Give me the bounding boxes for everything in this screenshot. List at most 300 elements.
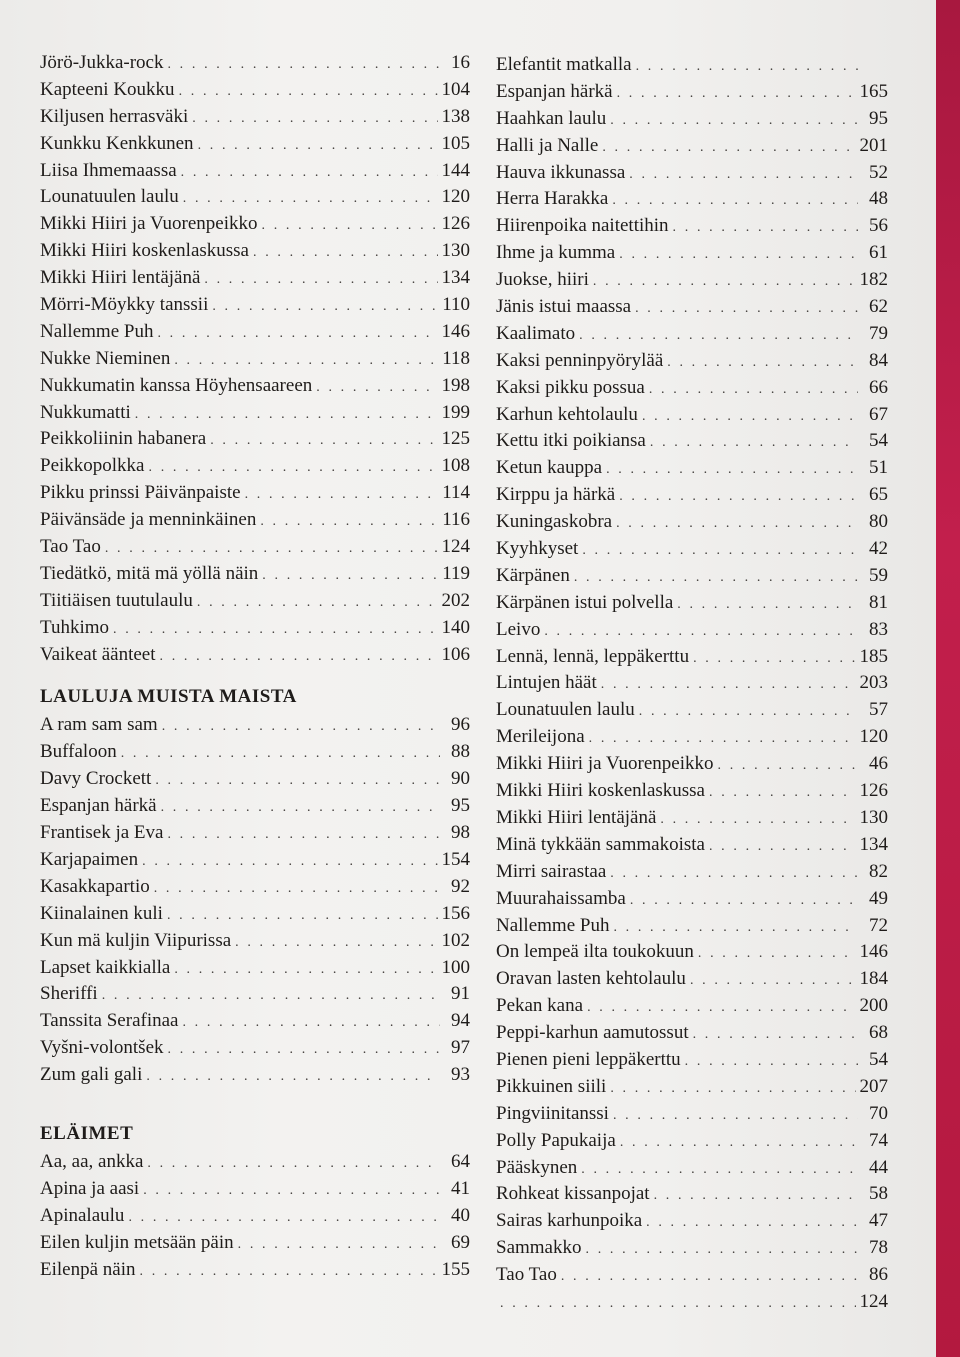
toc-entry-page-number: 64 (451, 1150, 470, 1172)
toc-dot-leader (619, 242, 858, 267)
toc-entry-page-number: 134 (859, 833, 888, 855)
toc-entry-title: Sammakko (496, 1237, 582, 1259)
toc-entry-page-number: 130 (859, 806, 888, 828)
toc-dot-leader (197, 590, 438, 615)
toc-entry-page-number: 124 (859, 1290, 888, 1312)
toc-entry-title: Tao Tao (40, 536, 101, 558)
toc-entry-page-number: 54 (869, 1048, 888, 1070)
toc-entry (496, 213, 888, 240)
toc-dot-leader (210, 428, 437, 453)
toc-entry (496, 1262, 888, 1289)
toc-entry-page-number: 114 (442, 482, 470, 504)
book-cover-edge (936, 0, 960, 1357)
toc-entry (496, 1235, 888, 1262)
toc-dot-leader (601, 672, 856, 697)
toc-entry (496, 482, 888, 509)
toc-dot-leader (646, 1210, 858, 1235)
toc-entry (40, 480, 470, 507)
toc-dot-leader (617, 81, 856, 106)
toc-entry (40, 793, 470, 820)
toc-dot-leader (182, 1010, 440, 1035)
toc-entry-title: Nukkumatti (40, 401, 131, 423)
section-heading-elaimet: ELÄIMET (40, 1122, 134, 1144)
toc-entry-page-number: 126 (441, 213, 470, 235)
toc-entry-title: Kun mä kuljin Viipurissa (40, 929, 232, 951)
toc-entry-page-number: 198 (441, 374, 470, 396)
toc-entry (496, 52, 888, 79)
toc-entry-title: Muurahaissamba (496, 887, 626, 909)
toc-entry (496, 886, 888, 913)
toc-group-lauluja-muista-maista (40, 712, 470, 1088)
toc-entry-page-number: 100 (441, 956, 470, 978)
toc-entry (40, 50, 470, 77)
toc-entry-title: Lounatuulen laulu (40, 186, 179, 208)
toc-entry-title: Apinalaulu (40, 1204, 125, 1226)
toc-entry-page-number: 105 (441, 132, 470, 154)
toc-entry-title: Jörö-Jukka-rock (40, 52, 164, 73)
toc-entry-page-number: 44 (869, 1156, 888, 1178)
toc-entry-title: Tiedätkö, mitä mä yöllä näin (40, 562, 259, 584)
toc-entry-page-number: 72 (869, 914, 888, 936)
toc-entry-title: Kaksi pikku possua (496, 376, 645, 398)
toc-dot-leader (698, 941, 856, 966)
toc-entry-page-number: 95 (869, 107, 888, 129)
toc-dot-leader (316, 375, 437, 400)
toc-entry (496, 79, 888, 106)
toc-entry-page-number: 199 (441, 401, 470, 423)
toc-dot-leader (147, 1151, 440, 1176)
toc-group-disney-and-fairytale (40, 50, 470, 668)
toc-entry (496, 1101, 888, 1128)
toc-dot-leader (690, 968, 856, 993)
toc-entry-title: Jänis istui maassa (496, 296, 632, 318)
toc-entry (40, 955, 470, 982)
toc-entry-page-number: 81 (869, 591, 888, 613)
toc-entry (496, 1047, 888, 1074)
toc-entry (496, 402, 888, 429)
toc-entry (496, 590, 888, 617)
toc-entry (40, 1176, 470, 1203)
toc-dot-leader (654, 1183, 858, 1208)
toc-entry (496, 428, 888, 455)
toc-entry-page-number: 61 (869, 242, 888, 264)
toc-entry-page-number: 140 (441, 616, 470, 638)
toc-entry-page-number: 68 (869, 1022, 888, 1044)
toc-entry-page-number: 119 (442, 562, 470, 584)
toc-entry (40, 588, 470, 615)
toc-entry-title: Lennä, lennä, leppäkerttu (496, 645, 690, 667)
toc-entry-page-number: 97 (451, 1037, 470, 1059)
toc-entry-page-number: 154 (441, 848, 470, 870)
toc-entry-title: Pikkuinen siili (496, 1075, 607, 1097)
toc-dot-leader (630, 888, 858, 913)
toc-entry (40, 507, 470, 534)
toc-entry-page-number: 95 (451, 795, 470, 817)
toc-dot-leader (636, 54, 858, 79)
toc-entry-page-number: 83 (869, 618, 888, 640)
toc-group-elaimet-continued (496, 52, 888, 1316)
toc-entry-title: Leivo (496, 618, 541, 640)
toc-entry-title: Karhun kehtolaulu (496, 403, 638, 425)
toc-entry-title: Kettu itki poikiansa (496, 430, 646, 452)
toc-entry-title: Eilenpä näin (40, 1258, 136, 1280)
toc-dot-leader (685, 1049, 858, 1074)
toc-entry (40, 739, 470, 766)
toc-entry-title: Oravan lasten kehtolaulu (496, 968, 686, 990)
toc-entry (40, 373, 470, 400)
toc-entry-title: Apina ja aasi (40, 1177, 140, 1199)
toc-entry-title: Vaikeat äänteet (40, 643, 156, 665)
toc-entry-title: Nallemme Puh (40, 320, 154, 342)
toc-entry-title: Kaalimato (496, 322, 576, 344)
toc-dot-leader (113, 617, 438, 642)
toc-entry (496, 1020, 888, 1047)
toc-entry-title: Sheriffi (40, 983, 98, 1005)
toc-entry (496, 133, 888, 160)
toc-entry-page-number: 124 (441, 536, 470, 558)
toc-dot-leader (667, 350, 858, 375)
toc-dot-leader (174, 348, 438, 373)
toc-entry-page-number: 69 (451, 1231, 470, 1253)
toc-entry-title: Kiljusen herrasväki (40, 105, 189, 127)
toc-entry-page-number: 79 (869, 322, 888, 344)
toc-dot-leader (677, 592, 858, 617)
toc-entry-page-number: 120 (859, 726, 888, 748)
toc-dot-leader (544, 619, 858, 644)
toc-entry-page-number: 40 (451, 1204, 470, 1226)
toc-entry-page-number: 96 (451, 714, 470, 736)
toc-entry-title: Vyšni-volontšek (40, 1037, 164, 1059)
toc-dot-leader (245, 482, 439, 507)
toc-entry-page-number: 90 (451, 768, 470, 790)
toc-entry-page-number: 182 (859, 269, 888, 291)
toc-dot-leader (212, 294, 438, 319)
toc-group-elaimet (40, 1149, 470, 1283)
toc-entry-title: Merileijona (496, 726, 585, 748)
toc-entry-page-number: 49 (869, 887, 888, 909)
toc-entry-page-number: 91 (451, 983, 470, 1005)
toc-entry-title: Kärpänen istui polvella (496, 591, 674, 613)
toc-entry-page-number: 51 (869, 457, 888, 479)
toc-entry-title: Tiitiäisen tuutulaulu (40, 589, 193, 611)
toc-entry-page-number: 52 (869, 161, 888, 183)
toc-dot-leader (192, 106, 437, 131)
toc-entry-title: Hiirenpoika naitettihin (496, 215, 669, 237)
toc-entry-page-number: 47 (869, 1210, 888, 1232)
toc-entry-title: Pingviinitanssi (496, 1102, 609, 1124)
toc-dot-leader (161, 795, 440, 820)
toc-entry (496, 670, 888, 697)
toc-entry-page-number: 94 (451, 1010, 470, 1032)
toc-entry-title: Nukke Nieminen (40, 347, 171, 369)
toc-entry (40, 1008, 470, 1035)
toc-entry-title: Eilen kuljin metsään päin (40, 1231, 234, 1253)
toc-dot-leader (179, 79, 438, 104)
toc-entry (496, 455, 888, 482)
toc-entry-title: Peikkoliinin habanera (40, 428, 207, 450)
toc-entry (40, 712, 470, 739)
toc-entry-page-number: 106 (441, 643, 470, 665)
toc-dot-leader (174, 957, 437, 982)
toc-entry-title: A ram sam sam (40, 714, 158, 736)
toc-entry (496, 160, 888, 187)
toc-entry-page-number: 98 (451, 822, 470, 844)
toc-entry-page-number: 62 (869, 296, 888, 318)
toc-dot-leader (157, 321, 437, 346)
toc-entry (496, 913, 888, 940)
toc-dot-leader (586, 1237, 859, 1262)
toc-dot-leader (635, 296, 858, 321)
toc-entry-title: Lapset kaikkialla (40, 956, 171, 978)
toc-dot-leader (146, 1064, 440, 1089)
toc-entry-page-number: 42 (869, 538, 888, 560)
toc-entry (40, 319, 470, 346)
toc-entry-page-number: 104 (441, 78, 470, 100)
toc-entry-page-number: 203 (859, 672, 888, 694)
toc-dot-leader (650, 430, 858, 455)
toc-entry-page-number: 82 (869, 860, 888, 882)
toc-entry-title: Sairas karhunpoika (496, 1210, 643, 1232)
toc-entry (40, 346, 470, 373)
toc-entry-page-number: 202 (441, 589, 470, 611)
toc-entry (40, 615, 470, 642)
toc-entry (496, 106, 888, 133)
toc-entry-page-number: 54 (869, 430, 888, 452)
toc-dot-leader (612, 188, 858, 213)
toc-entry-title: Minä tykkään sammakoista (496, 833, 705, 855)
toc-entry (496, 563, 888, 590)
toc-dot-leader (593, 269, 856, 294)
toc-entry-title: Mikki Hiiri ja Vuorenpeikko (40, 213, 258, 235)
toc-entry-page-number: 41 (451, 1177, 470, 1199)
toc-entry (40, 847, 470, 874)
toc-entry-page-number: 146 (441, 320, 470, 342)
toc-entry (40, 642, 470, 669)
toc-entry-title: Päivänsäde ja menninkäinen (40, 509, 257, 531)
toc-dot-leader (102, 983, 440, 1008)
toc-entry-title: Tuhkimo (40, 616, 109, 638)
toc-dot-leader (149, 455, 438, 480)
toc-dot-leader (140, 1259, 438, 1284)
toc-dot-leader (160, 644, 438, 669)
toc-entry (40, 1035, 470, 1062)
toc-entry (496, 375, 888, 402)
toc-entry-title: Nukkumatin kanssa Höyhensaareen (40, 374, 313, 396)
toc-entry-page-number: 74 (869, 1129, 888, 1151)
toc-dot-leader (154, 876, 440, 901)
toc-entry (40, 184, 470, 211)
toc-dot-leader (204, 267, 437, 292)
toc-right-column (496, 52, 888, 1316)
toc-dot-leader (582, 538, 858, 563)
toc-entry-title: Haahkan laulu (496, 107, 607, 129)
toc-entry-title: Buffaloon (40, 741, 117, 763)
toc-entry-title: Kuningaskobra (496, 511, 613, 533)
toc-entry-page-number: 78 (869, 1237, 888, 1259)
toc-dot-leader (260, 509, 438, 534)
toc-entry (40, 820, 470, 847)
toc-entry-title: Tanssita Serafinaa (40, 1010, 179, 1032)
toc-entry-page-number: 118 (442, 347, 470, 369)
toc-dot-leader (606, 457, 858, 482)
toc-entry (40, 426, 470, 453)
toc-entry (40, 292, 470, 319)
toc-dot-leader (620, 1130, 858, 1155)
toc-entry-page-number: 165 (859, 80, 888, 102)
toc-entry-title: Kunkku Kenkkunen (40, 132, 194, 154)
toc-entry-title: Frantisek ja Eva (40, 822, 164, 844)
toc-entry-page-number: 146 (859, 941, 888, 963)
toc-dot-leader (610, 108, 858, 133)
toc-dot-leader (238, 1232, 440, 1257)
toc-entry-page-number: 80 (869, 511, 888, 533)
toc-dot-leader (709, 834, 856, 859)
toc-entry (496, 617, 888, 644)
toc-entry-title: Rohkeat kissanpojat (496, 1183, 650, 1205)
toc-dot-leader (167, 52, 440, 77)
toc-entry (496, 267, 888, 294)
toc-entry-title: Pikku prinssi Päivänpaiste (40, 482, 241, 504)
toc-entry (496, 348, 888, 375)
toc-entry (496, 321, 888, 348)
toc-dot-leader (142, 849, 437, 874)
toc-dot-leader (587, 995, 855, 1020)
toc-dot-leader (143, 1178, 440, 1203)
toc-entry (40, 104, 470, 131)
toc-dot-leader (642, 404, 858, 429)
toc-dot-leader (693, 1022, 858, 1047)
toc-dot-leader (181, 160, 438, 185)
toc-entry-title: Liisa Ihmemaassa (40, 159, 177, 181)
toc-entry-title: Mirri sairastaa (496, 860, 607, 882)
toc-dot-leader (121, 741, 440, 766)
toc-dot-leader (167, 822, 440, 847)
toc-entry-title: Lintujen häät (496, 672, 597, 694)
toc-dot-leader (649, 377, 858, 402)
toc-entry (496, 1208, 888, 1235)
toc-entry (496, 294, 888, 321)
toc-entry-page-number: 67 (869, 403, 888, 425)
toc-dot-leader (610, 861, 858, 886)
toc-entry-title: Davy Crockett (40, 768, 152, 790)
toc-entry-title: Hauva ikkunassa (496, 161, 626, 183)
toc-dot-leader (693, 646, 855, 671)
toc-dot-leader (616, 511, 858, 536)
toc-entry-page-number: 56 (869, 215, 888, 237)
toc-entry (496, 778, 888, 805)
toc-entry (40, 400, 470, 427)
toc-entry-title: Mikki Hiiri lentäjänä (40, 267, 201, 289)
section-spacer (40, 1089, 470, 1105)
toc-entry-page-number: 92 (451, 875, 470, 897)
toc-entry (496, 697, 888, 724)
toc-entry (496, 1181, 888, 1208)
toc-entry-title: Peppi-karhun aamutossut (496, 1022, 689, 1044)
toc-entry-page-number: 93 (451, 1064, 470, 1086)
toc-entry-page-number: 125 (441, 428, 470, 450)
toc-entry (496, 993, 888, 1020)
toc-left-column (40, 50, 470, 1283)
toc-dot-leader (262, 213, 438, 238)
toc-entry (40, 766, 470, 793)
toc-dot-leader (561, 1264, 858, 1289)
toc-entry (40, 928, 470, 955)
toc-entry-page-number: 16 (451, 52, 470, 73)
toc-entry (40, 981, 470, 1008)
toc-entry-title: Kiinalainen kuli (40, 902, 163, 924)
toc-entry (496, 805, 888, 832)
toc-dot-leader (155, 768, 440, 793)
toc-entry-title: Espanjan härkä (496, 80, 613, 102)
toc-entry-page-number: 108 (441, 455, 470, 477)
toc-dot-leader (629, 162, 858, 187)
toc-entry-title: On lempeä ilta toukokuun (496, 941, 694, 963)
toc-entry-title: Pienen pieni leppäkerttu (496, 1048, 681, 1070)
toc-entry (496, 240, 888, 267)
toc-dot-leader (673, 215, 858, 240)
toc-entry (496, 536, 888, 563)
toc-dot-leader (709, 780, 856, 805)
toc-entry-page-number: 185 (859, 645, 888, 667)
toc-entry-title: Mörri-Möykky tanssii (40, 294, 209, 316)
toc-entry (40, 131, 470, 158)
toc-entry-page-number: 48 (869, 188, 888, 210)
toc-entry (496, 509, 888, 536)
toc-entry-page-number: 144 (441, 159, 470, 181)
toc-entry (40, 453, 470, 480)
toc-entry-page-number: 59 (869, 564, 888, 586)
toc-entry (40, 1149, 470, 1176)
toc-entry (496, 1128, 888, 1155)
toc-entry-title: Kirppu ja härkä (496, 484, 616, 506)
toc-entry (496, 966, 888, 993)
toc-entry-title: Kapteeni Koukku (40, 78, 175, 100)
toc-entry (496, 1289, 888, 1316)
toc-entry-title: Mikki Hiiri koskenlaskussa (496, 780, 705, 802)
toc-entry (40, 534, 470, 561)
toc-dot-leader (639, 699, 858, 724)
toc-entry-title: Karjapaimen (40, 848, 139, 870)
toc-entry (496, 832, 888, 859)
toc-entry-page-number: 201 (859, 134, 888, 156)
toc-entry-page-number: 155 (441, 1258, 470, 1280)
toc-dot-leader (162, 714, 440, 739)
toc-entry-title: Peikkopolkka (40, 455, 145, 477)
toc-entry-title: Nallemme Puh (496, 914, 610, 936)
toc-dot-leader (613, 1103, 858, 1128)
toc-entry-page-number: 84 (869, 349, 888, 371)
toc-entry-page-number: 110 (442, 294, 470, 316)
toc-entry-title: Tao Tao (496, 1264, 557, 1286)
toc-entry-title: Espanjan härkä (40, 795, 157, 817)
toc-entry-page-number: 184 (859, 968, 888, 990)
toc-entry (40, 1257, 470, 1284)
toc-dot-leader (198, 133, 438, 158)
toc-entry-page-number: 120 (441, 186, 470, 208)
toc-dot-leader (183, 186, 438, 211)
toc-dot-leader (610, 1076, 855, 1101)
toc-entry-title: Kasakkapartio (40, 875, 150, 897)
toc-entry-title: Mikki Hiiri koskenlaskussa (40, 240, 249, 262)
toc-dot-leader (167, 903, 438, 928)
toc-dot-leader (500, 1291, 856, 1316)
toc-entry-page-number: 138 (441, 105, 470, 127)
toc-dot-leader (135, 402, 438, 427)
toc-entry-title: Halli ja Nalle (496, 134, 599, 156)
toc-dot-leader (660, 807, 855, 832)
toc-entry (496, 751, 888, 778)
toc-entry-title: Mikki Hiiri lentäjänä (496, 806, 657, 828)
